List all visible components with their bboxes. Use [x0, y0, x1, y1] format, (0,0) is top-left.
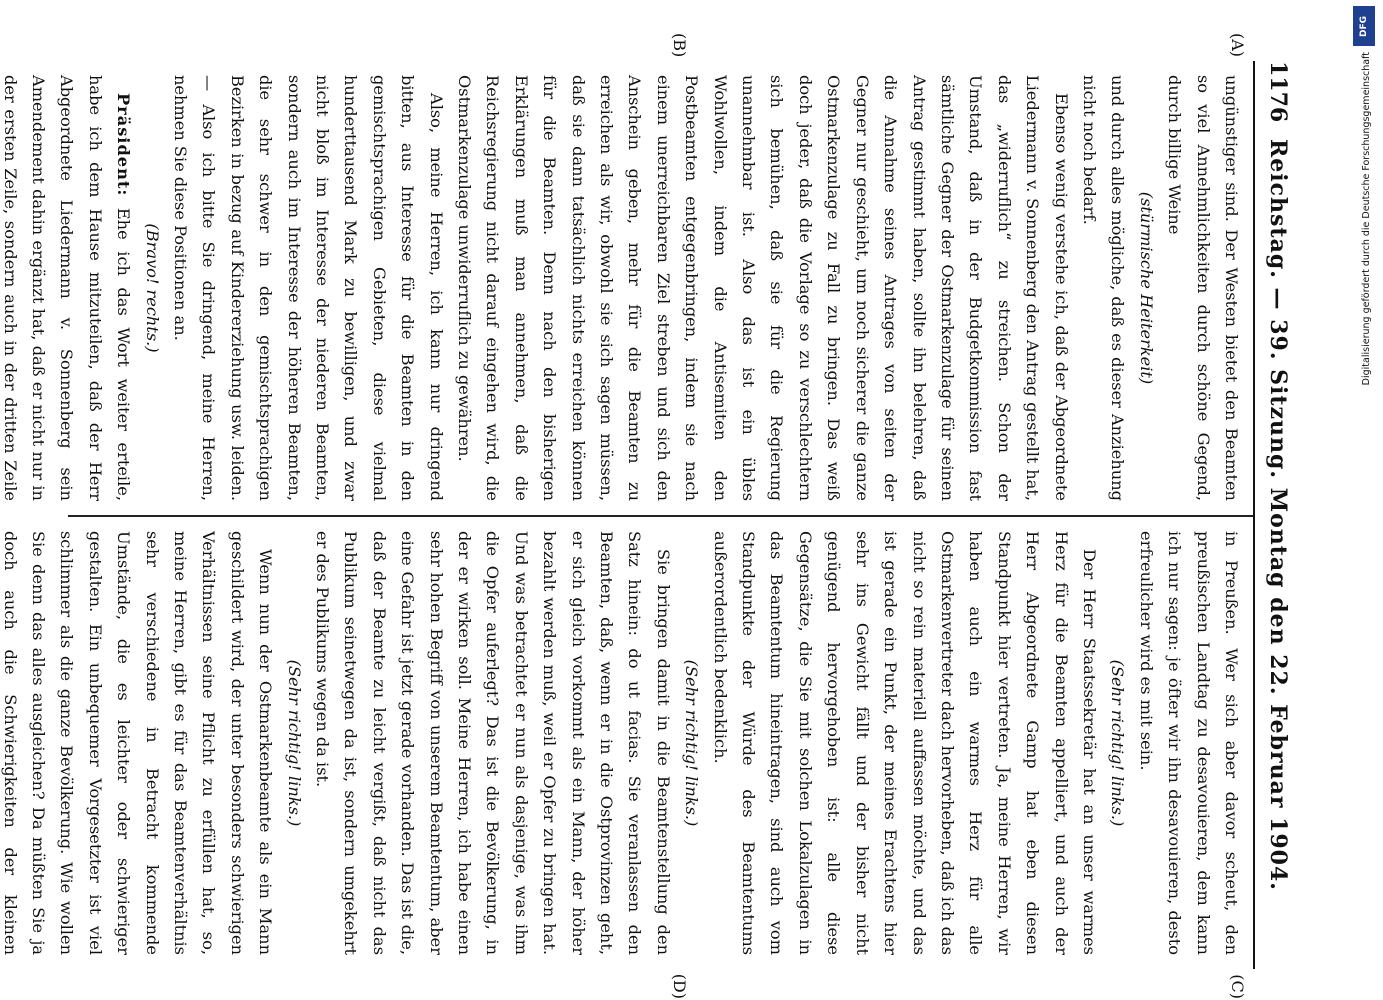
paragraph	[0, 75, 137, 501]
paragraph	[0, 531, 279, 955]
paragraph-text: Ebenso wenig verstehe ich, daß der Abgeordnete Liedermann v. Sonnenberg den Antrag gestellt hat, das „widerruflich“ zu streichen. Schon der Umstand, daß in der Budgetkommission fast sämtliche Gegner der Ostmarkenzulage für seinen Antrag gestimmt haben, sollte ihn belehren, daß die Annahme seines Antrages von seiten der Gegner nur geschieht, um noch sicherer die ganze Ostmarkenzulage zu Fall zu bringen. Das weiß doch jeder, daß die Vorlage so zu verschlechtern sich bemühen, daß sie für die Regierung unannehmbar ist. Also das ist ein übles Wohlwollen, indem die Antisemiten den Postbeamten entgegenbringen, indem sie nach einem unerreichbaren Ziel streben und sich den Anschein geben, mehr für die Beamten zu erreichen als wir, obwohl sie sich sagen müssen, daß sie dann tatsächlich nichts erreichen können für die Beamten. Denn nach den bisherigen Erklärungen muß man annehmen, daß die Reichsregierung nicht darauf eingehen wird, die Ostmarkenzulage unwiderruflich zu gewähren.	[455, 75, 1071, 501]
speaker-name: Präsident:	[114, 93, 134, 197]
paragraph	[166, 75, 450, 501]
paragraph-text: Der Herr Staatssekretär hat an unser warmes Herz für die Beamten appelliert, und auch der Herr Abgeordnete Gamp hat eben diesen Standpunkt hier vertreten. Ja, meine Herren, wir haben auch ein warmes Herz für alle Ostmarkenvertreter dach hervorheben, daß ich das nicht so rein materiell auffassen möchte, und das ist gerade ein Punkt, der meines Erachtens hier sehr ins Gewicht fällt und der bisher nicht genügend hervorgehoben ist: alle diese Gegensätze, die Sie mit solchen Lokalzulagen in das Beamtentum hineintragen, sind auch vom Standpunkte der Würde des Beamtentums außerordentlich bedenklich.	[710, 531, 1099, 955]
rotated-page-content	[0, 33, 1305, 999]
digitization-sidebar	[1345, 0, 1379, 1000]
interjection	[279, 531, 307, 955]
page-number: 1176	[1265, 61, 1291, 123]
paragraph	[705, 531, 1103, 955]
paragraph	[1131, 531, 1245, 955]
margin-marker-a: (A)	[1228, 33, 1247, 58]
interjection	[1131, 75, 1159, 501]
paragraph-text: (Bravo! rechts.)	[142, 223, 162, 353]
paragraph	[1160, 75, 1245, 501]
paragraph-text: (Sehr richtig! links.)	[682, 659, 702, 827]
paragraph	[450, 75, 1075, 501]
paragraph-text: ungünstiger sind. Der Westen bietet den Beamten so viel Annehmlichkeiten durch schöne Gegend, durch billige Weine	[1165, 75, 1241, 501]
paragraph-text: Ehe ich das Wort weiter erteile, habe ich dem Hause mitzuteilen, daß der Herr Abgeordnete Liedermann v. Sonnenberg sein Amendement dahin ergänzt hat, daß er nicht nur in der ersten Zeile, sondern auch in der dritten Zeile	[0, 75, 134, 501]
interjection	[677, 531, 705, 955]
funding-credit: Digitalisierung gefördert durch die Deutsche Forschungsgemeinschaft	[1361, 52, 1372, 386]
paragraph-text: und durch alles mögliche, daß es dieser Anziehung nicht noch bedarf.	[1079, 75, 1128, 501]
dfg-logo: DFG	[1353, 6, 1375, 46]
margin-marker-b: (B)	[670, 33, 689, 58]
paragraph-text: Sie bringen damit in die Beamtenstellung den Satz hinein: do ut facias. Sie veranlassen den Beamten, daß, wenn er in die Ostprovinzen geht, er sich gleich vorkommt als ein Mann, der höher bezahlt werden muß, weil er Opfer zu bringen hat. Und was betrachtet er nun als dasjenige, was ihm die Opfer auferlegt? Das ist die Bevölkerung, in der er wirken soll. Meine Herren, ich habe einen sehr hohen Begriff von unserem Beamtentum, aber eine Gefahr ist jetzt gerade vorhanden. Das ist die, daß der Beamte zu leicht vergißt, daß nicht das Publikum seinetwegen da ist, sondern umgekehrt er des Publikums wegen da ist.	[313, 531, 673, 955]
paragraph-text: in Preußen. Wer sich aber davor scheut, den preußischen Landtag zu desavouieren, dem kann ich nur sagen: je öfter wir ihn desavouieren, desto erfreulicher wird es mit sein.	[1136, 531, 1241, 955]
paragraph-text: Also, meine Herren, ich kann nur dringend bitten, aus Interesse für die Beamten in den gemischtsprachigen Gebieten, diese vielmal hunderttausend Mark zu bewilligen, und zwar nicht bloß im Interesse der niederen Beamten, sondern auch im Interesse der höheren Beamten, die sehr schwer in den gemischtsprachigen Bezirken in bezug auf Kindererziehung usw. leiden. — Also ich bitte Sie dringend, meine Herren, nehmen Sie diese Positionen an.	[170, 75, 446, 501]
paragraph	[308, 531, 677, 955]
margin-marker-c: (C)	[1228, 974, 1247, 999]
left-column	[0, 33, 1253, 515]
running-header	[1253, 61, 1295, 969]
two-column-body	[0, 33, 1253, 999]
margin-marker-d: (D)	[670, 973, 689, 999]
right-column	[0, 515, 1253, 999]
paragraph-text: Wenn nun der Ostmarkenbeamte als ein Mann geschildert wird, der unter besonders schwierigen Verhältnissen seine Pflicht zu erfüllen hat, so, meine Herren, gibt es für das Beamtenverhältnis sehr verschiedene in Betracht kommende Umstände, die es leichter oder schwieriger gestalten. Ein unbequemer Vorgesetzter ist viel schlimmer als die ganze Bevölkerung. Wie wollen Sie denn das alles ausgleichen? Da müßten Sie ja doch auch die Schwierigkeiten der kleinen	[0, 531, 276, 955]
paragraph-text: (Sehr richtig! links.)	[284, 659, 304, 827]
paragraph	[1075, 75, 1132, 501]
interjection	[137, 75, 165, 501]
session-title: Reichstag. — 39. Sitzung. Montag den 22. Februar 1904.	[1265, 139, 1291, 891]
paragraph-text: (stürmische Heiterkeit)	[1136, 191, 1156, 385]
paragraph-text: (Sehr richtig! links.)	[1108, 659, 1128, 827]
interjection	[1103, 531, 1131, 955]
